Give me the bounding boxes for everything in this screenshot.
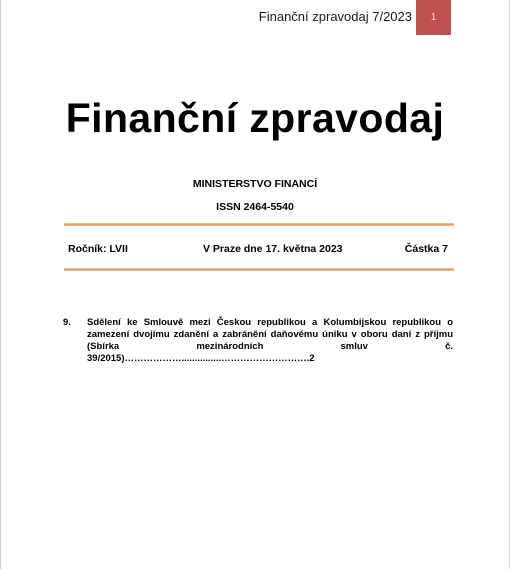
issue-label: Částka 7 — [404, 243, 448, 255]
toc-entry-number: 9. — [63, 317, 71, 328]
running-header-title: Finanční zpravodaj 7/2023 — [258, 9, 412, 24]
publisher-name: MINISTERSTVO FINANCÍ — [192, 178, 318, 190]
page-number: 1 — [430, 12, 437, 23]
issn-number: ISSN 2464-5540 — [216, 201, 294, 213]
divider-top — [64, 223, 454, 226]
publication-date: V Praze dne 17. května 2023 — [203, 243, 343, 255]
divider-bottom — [64, 268, 454, 271]
page-edge-left — [0, 0, 1, 569]
page-number-badge — [416, 0, 451, 35]
toc-entry-text: Sdělení ke Smlouvě mezi Českou republikou a Kolumbijskou republikou o zamezení dvojímu zdanění a zabránění daňovému úniku v oboru daní z příjmu (Sbírka mezinárodních smluv č. 39/2015)………………...............……………………….2 — [87, 317, 453, 364]
page-title: Finanční zpravodaj — [65, 95, 445, 141]
volume-label: Ročník: LVII — [68, 243, 128, 255]
